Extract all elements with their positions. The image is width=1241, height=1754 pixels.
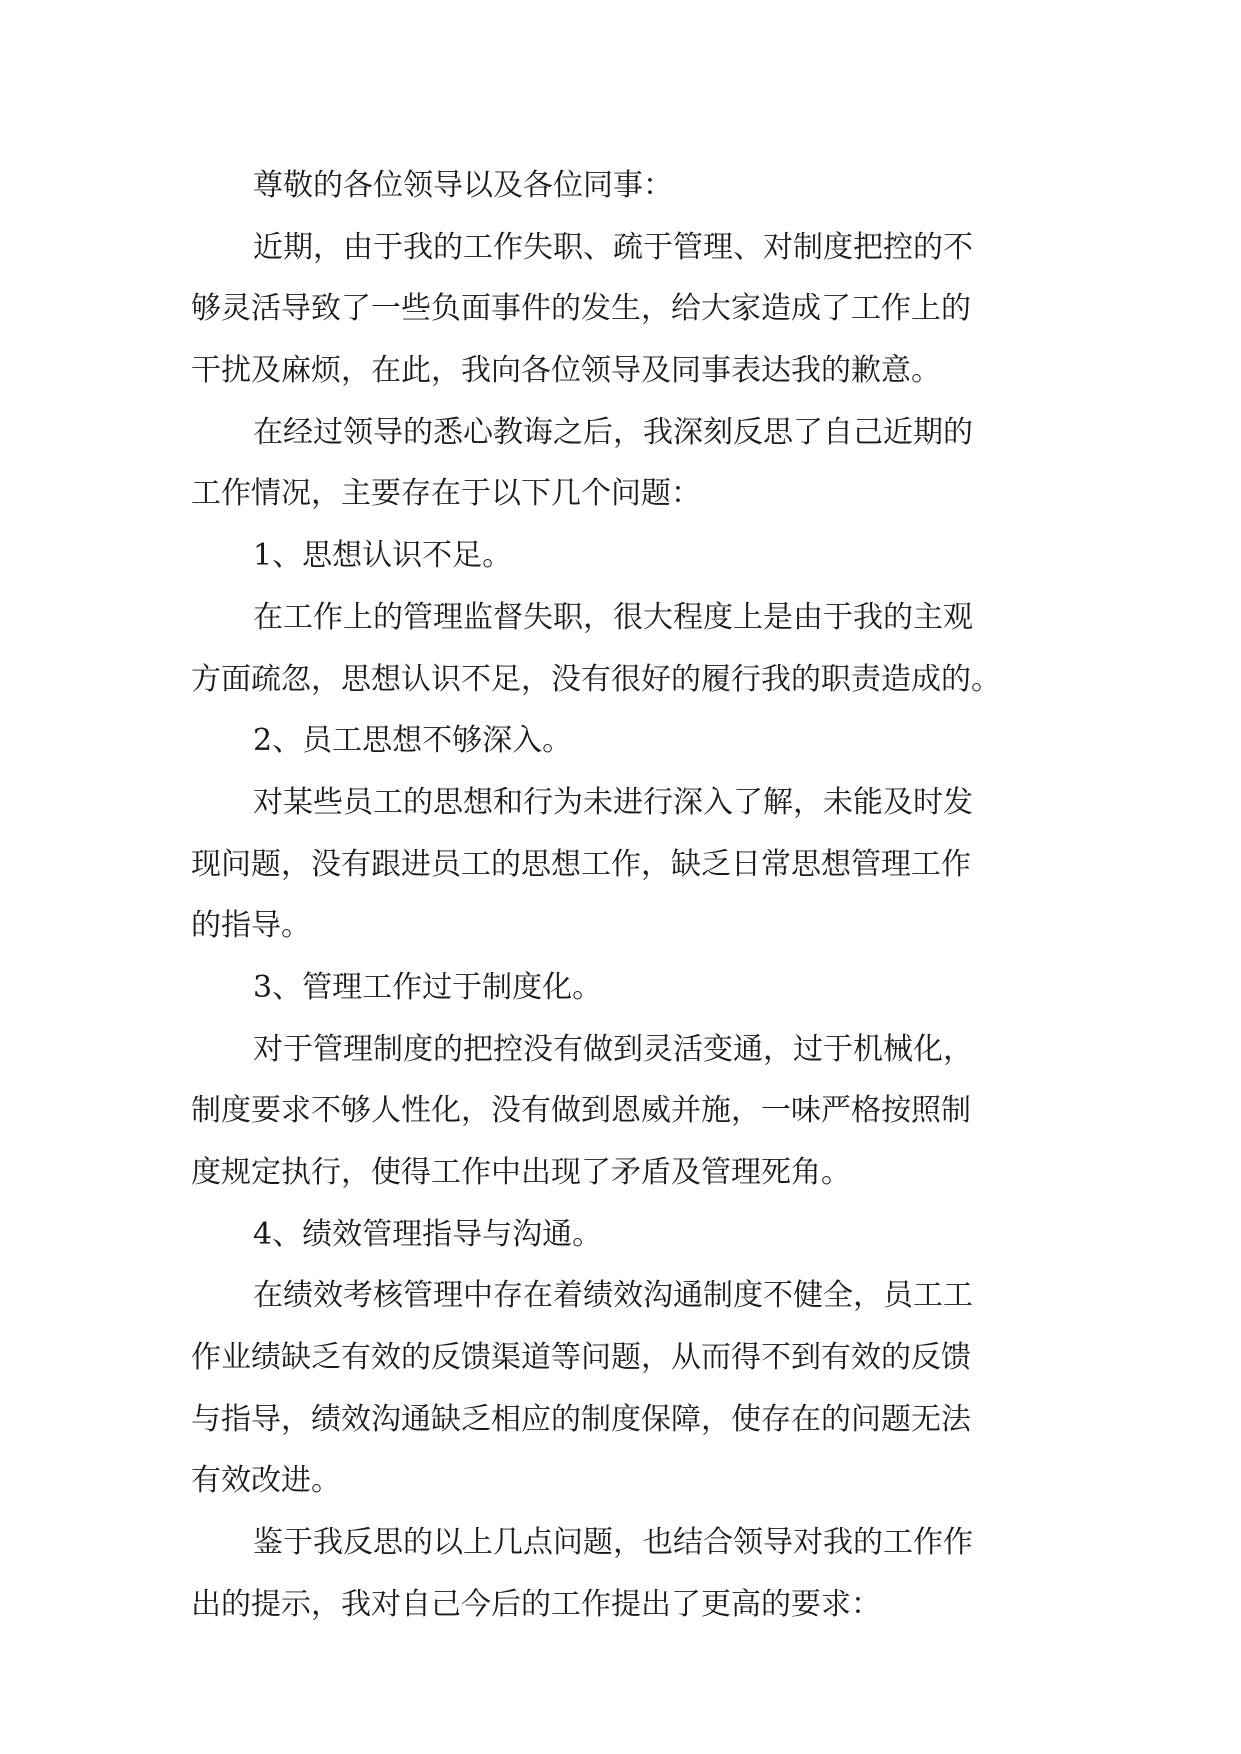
text-line: 与指导，绩效沟通缺乏相应的制度保障，使存在的问题无法 [191, 1401, 971, 1437]
section-heading: 2、员工思想不够深入。 [253, 723, 573, 759]
section-heading: 1、思想认识不足。 [253, 538, 513, 574]
text-line: 鉴于我反思的以上几点问题，也结合领导对我的工作作 [253, 1525, 973, 1561]
text-line: 干扰及麻烦，在此，我向各位领导及同事表达我的歉意。 [191, 353, 941, 389]
text-line: 在经过领导的悉心教诲之后，我深刻反思了自己近期的 [253, 414, 973, 450]
text-line: 制度要求不够人性化，没有做到恩威并施，一味严格按照制 [191, 1093, 971, 1129]
section-heading: 3、管理工作过于制度化。 [253, 969, 603, 1005]
text-line: 方面疏忽，思想认识不足，没有很好的履行我的职责造成的。 [191, 661, 1001, 697]
text-line: 够灵活导致了一些负面事件的发生，给大家造成了工作上的 [191, 291, 971, 327]
text-line: 在工作上的管理监督失职，很大程度上是由于我的主观 [253, 599, 973, 635]
text-line: 对于管理制度的把控没有做到灵活变通，过于机械化， [253, 1031, 973, 1067]
text-line: 工作情况，主要存在于以下几个问题： [191, 476, 701, 512]
text-line: 近期，由于我的工作失职、疏于管理、对制度把控的不 [253, 229, 973, 265]
text-line: 度规定执行，使得工作中出现了矛盾及管理死角。 [191, 1155, 851, 1190]
section-heading: 4、绩效管理指导与沟通。 [253, 1216, 603, 1252]
salutation-line: 尊敬的各位领导以及各位同事： [253, 168, 673, 203]
document-body [191, 155, 1071, 1636]
text-line: 作业绩缺乏有效的反馈渠道等问题，从而得不到有效的反馈 [191, 1340, 971, 1376]
text-line: 的指导。 [191, 908, 311, 944]
text-line: 现问题，没有跟进员工的思想工作，缺乏日常思想管理工作 [191, 846, 971, 882]
text-line: 出的提示，我对自己今后的工作提出了更高的要求： [191, 1586, 881, 1622]
text-line: 对某些员工的思想和行为未进行深入了解，未能及时发 [253, 784, 973, 820]
text-line: 有效改进。 [191, 1463, 341, 1499]
text-line: 在绩效考核管理中存在着绩效沟通制度不健全，员工工 [253, 1278, 973, 1314]
